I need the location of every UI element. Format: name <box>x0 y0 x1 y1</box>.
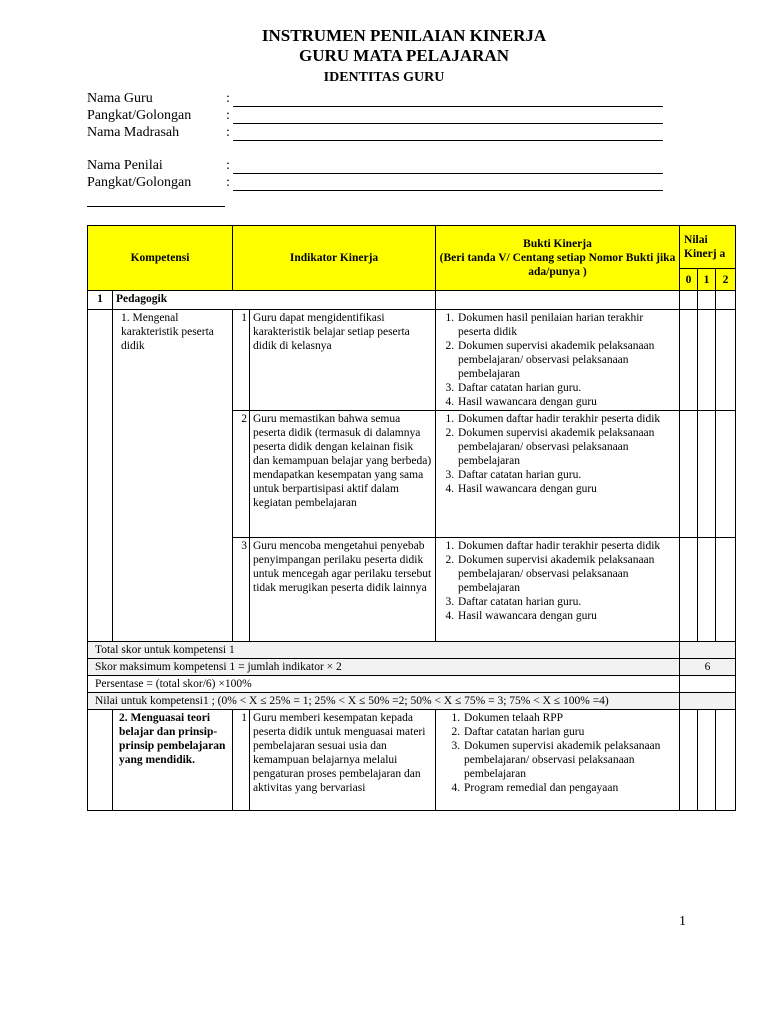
fill-line[interactable] <box>233 190 663 191</box>
field-nama-madrasah[interactable]: Nama Madrasah : <box>87 125 677 142</box>
summary-row-nilai <box>88 693 736 710</box>
indicator-text: Guru mencoba mengetahui penyebab penyimpangan perilaku peserta didik untuk mencegah agar perilaku tersebut tidak merugikan peserta didik lainnya <box>250 538 436 642</box>
evidence-item: 2. Daftar catatan harian guru <box>463 725 676 739</box>
header-bukti: Bukti Kinerja (Beri tanda V/ Centang setiap Nomor Bukti jika ada/punya ) <box>436 226 680 291</box>
table-row <box>88 310 736 411</box>
header-score-1: 1 <box>698 269 716 291</box>
header-score-2: 2 <box>716 269 736 291</box>
score-cell-0[interactable] <box>680 411 698 538</box>
field-label: Pangkat/Golongan <box>87 175 192 190</box>
fill-line[interactable] <box>233 140 663 141</box>
score-cell-2[interactable] <box>716 310 736 411</box>
header-kompetensi: Kompetensi <box>88 226 233 291</box>
summary-row-total <box>88 642 736 659</box>
evidence-item: 1. Dokumen hasil penilaian harian terakhir peserta didik <box>457 311 676 339</box>
document-title-line1: INSTRUMEN PENILAIAN KINERJA <box>261 26 547 45</box>
summary-row-max <box>88 659 736 676</box>
kompetensi-1-label: 1. Mengenal karakteristik peserta didik <box>113 310 233 642</box>
header-indikator: Indikator Kinerja <box>233 226 436 291</box>
evidence-item: 4. Hasil wawancara dengan guru <box>457 395 676 409</box>
summary-percent-label: Persentase = (total skor/6) ×100% <box>88 676 680 693</box>
fill-line[interactable] <box>233 123 663 124</box>
score-cell-1[interactable] <box>698 411 716 538</box>
score-cell-0[interactable] <box>680 538 698 642</box>
field-nama-guru[interactable]: Nama Guru : <box>87 91 677 108</box>
score-cell-2[interactable] <box>716 538 736 642</box>
evidence-item: 3. Daftar catatan harian guru. <box>457 468 676 482</box>
field-label: Pangkat/Golongan <box>87 108 192 123</box>
summary-row-percent <box>88 676 736 693</box>
evidence-list <box>436 538 680 642</box>
evidence-list <box>436 411 680 538</box>
table-row <box>88 710 736 811</box>
score-cell-1[interactable] <box>698 538 716 642</box>
field-label: Nama Madrasah <box>87 125 180 140</box>
summary-max-value: 6 <box>680 659 736 676</box>
evidence-list <box>436 310 680 411</box>
evidence-item: 3. Dokumen supervisi akademik pelaksanaan pembelajaran/ observasi pelaksanaan pembelajaran <box>463 739 676 781</box>
fill-line[interactable] <box>233 106 663 107</box>
evidence-item: 1. Dokumen daftar hadir terakhir peserta didik <box>457 412 676 426</box>
indicator-text: Guru memberi kesempatan kepada peserta didik untuk menguasai materi pembelajaran sesuai usia dan kemampuan belajarnya melalui pengaturan proses pembelajaran dan aktivitas yang bervariasi <box>250 710 436 811</box>
divider-line <box>87 206 225 207</box>
evidence-item: 4. Hasil wawancara dengan guru <box>457 482 676 496</box>
field-label: Nama Guru <box>87 91 153 106</box>
summary-nilai-label: Nilai untuk kompetensi1 ; (0% < X ≤ 25% = 1; 25% < X ≤ 50% =2; 50% < X ≤ 75% = 3; 75% < X ≤ 100% =4) <box>88 693 680 710</box>
evidence-item: 3. Daftar catatan harian guru. <box>457 381 676 395</box>
section-row-pedagogik <box>88 291 736 310</box>
page-number: 1 <box>679 914 686 929</box>
summary-nilai-value[interactable] <box>680 693 736 710</box>
table-header-row <box>88 226 736 269</box>
evidence-item: 1. Dokumen telaah RPP <box>463 711 676 725</box>
indicator-number: 1 <box>233 710 250 811</box>
indicator-number: 2 <box>233 411 250 538</box>
indicator-number: 3 <box>233 538 250 642</box>
header-nilai: Nilai Kinerj a <box>680 226 736 269</box>
fill-line[interactable] <box>233 173 663 174</box>
score-cell-0[interactable] <box>680 710 698 811</box>
summary-max-label: Skor maksimum kompetensi 1 = jumlah indikator × 2 <box>88 659 680 676</box>
score-cell-1[interactable] <box>698 710 716 811</box>
document-title-line2: GURU MATA PELAJARAN <box>299 46 509 65</box>
evidence-item: 2. Dokumen supervisi akademik pelaksanaan pembelajaran/ observasi pelaksanaan pembelajaran <box>457 553 676 595</box>
indicator-number: 1 <box>233 310 250 411</box>
section-name: Pedagogik <box>113 291 436 310</box>
indicator-text: Guru memastikan bahwa semua peserta didik (termasuk di dalamnya peserta didik dengan kelainan fisik dan kemampuan belajar yang berbeda) mendapatkan kesempatan yang sama untuk berpartisipasi aktif dalam kegiatan pembelajaran <box>250 411 436 538</box>
evidence-item: 1. Dokumen daftar hadir terakhir peserta didik <box>457 539 676 553</box>
field-nama-penilai[interactable]: Nama Penilai : <box>87 158 677 175</box>
kompetensi-2-label: 2. Menguasai teori belajar dan prinsip-prinsip pembelajaran yang mendidik. <box>113 710 233 811</box>
evidence-item: 4. Program remedial dan pengayaan <box>463 781 676 795</box>
score-cell-2[interactable] <box>716 411 736 538</box>
field-label: Nama Penilai <box>87 158 163 173</box>
summary-percent-value[interactable] <box>680 676 736 693</box>
assessment-table <box>87 225 736 811</box>
indicator-text: Guru dapat mengidentifikasi karakteristik belajar setiap peserta didik di kelasnya <box>250 310 436 411</box>
score-cell-1[interactable] <box>698 310 716 411</box>
score-cell-0[interactable] <box>680 310 698 411</box>
header-score-0: 0 <box>680 269 698 291</box>
field-pangkat-golongan[interactable]: Pangkat/Golongan : <box>87 108 677 125</box>
evidence-item: 2. Dokumen supervisi akademik pelaksanaan pembelajaran/ observasi pelaksanaan pembelajaran <box>457 339 676 381</box>
evidence-list <box>436 710 680 811</box>
score-cell-2[interactable] <box>716 710 736 811</box>
summary-total-label: Total skor untuk kompetensi 1 <box>88 642 680 659</box>
field-pangkat-golongan-penilai[interactable]: Pangkat/Golongan : <box>87 175 677 192</box>
evidence-item: 2. Dokumen supervisi akademik pelaksanaan pembelajaran/ observasi pelaksanaan pembelajaran <box>457 426 676 468</box>
evidence-item: 3. Daftar catatan harian guru. <box>457 595 676 609</box>
section-number: 1 <box>88 291 113 310</box>
section-title-identitas: IDENTITAS GURU <box>323 70 445 85</box>
evidence-item: 4. Hasil wawancara dengan guru <box>457 609 676 623</box>
summary-total-value[interactable] <box>680 642 736 659</box>
